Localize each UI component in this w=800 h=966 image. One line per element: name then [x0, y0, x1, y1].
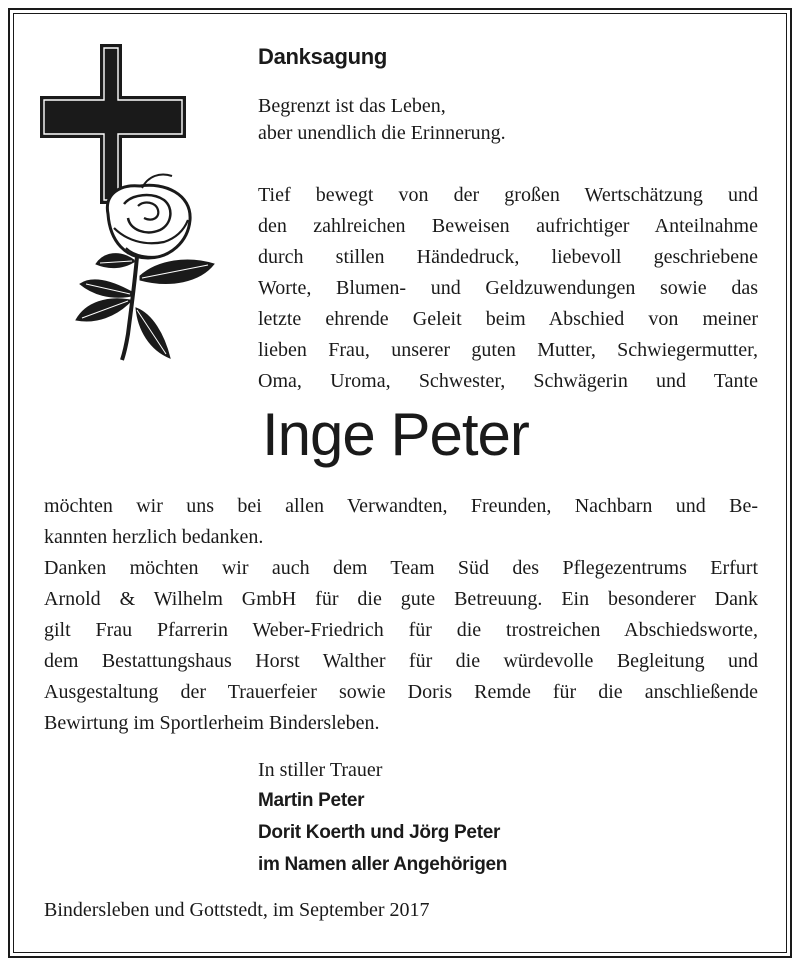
motto-line: Begrenzt ist das Leben,	[258, 95, 446, 117]
mourning-intro: In stiller Trauer	[258, 759, 383, 781]
body-line: gilt Frau Pfarrerin Weber-Friedrich für die trostreichen Abschiedsworte,	[44, 619, 758, 641]
body-line: Danken möchten wir auch dem Team Süd des Pflegezentrums Erfurt	[44, 557, 758, 579]
motto	[258, 93, 698, 147]
intro-line: Worte, Blumen- und Geldzuwendungen sowie das	[258, 277, 758, 299]
body-line: kannten herzlich bedanken.	[44, 526, 264, 548]
intro-line: Oma, Uroma, Schwester, Schwägerin und Tante	[258, 370, 758, 392]
body-line: Ausgestaltung der Trauerfeier sowie Doris Remde für die anschließende	[44, 681, 758, 703]
motto-line: aber unendlich die Erinnerung.	[258, 122, 506, 144]
body-line: Bewirtung im Sportlerheim Bindersleben.	[44, 712, 380, 734]
intro-line: durch stillen Händedruck, liebevoll geschriebene	[258, 246, 758, 268]
cross-with-rose-icon	[40, 44, 222, 362]
body-line: Arnold & Wilhelm GmbH für die gute Betreuung. Ein besonderer Dank	[44, 588, 758, 610]
mourner-name: Dorit Koerth und Jörg Peter	[258, 822, 501, 843]
thanks-paragraph	[44, 491, 758, 739]
intro-paragraph	[258, 180, 758, 397]
mourner-name: im Namen aller Angehörigen	[258, 854, 508, 875]
intro-line: lieben Frau, unserer guten Mutter, Schwiegermutter,	[258, 339, 758, 361]
intro-line: den zahlreichen Beweisen aufrichtiger Anteilnahme	[258, 215, 758, 237]
rose-leaves-icon	[76, 254, 214, 358]
deceased-name: Inge Peter	[262, 401, 529, 468]
body-line: möchten wir uns bei allen Verwandten, Freunden, Nachbarn und Be-	[44, 495, 758, 517]
body-line: dem Bestattungshaus Horst Walther für die würdevolle Begleitung und	[44, 650, 758, 672]
mourner-name: Martin Peter	[258, 790, 365, 811]
place-and-date: Bindersleben und Gottstedt, im September 2017	[44, 899, 430, 921]
notice-title: Danksagung	[258, 44, 388, 69]
intro-line: letzte ehrende Geleit beim Abschied von meiner	[258, 308, 758, 330]
intro-line: Tief bewegt von der großen Wertschätzung und	[258, 184, 758, 206]
cross-icon	[40, 44, 186, 204]
